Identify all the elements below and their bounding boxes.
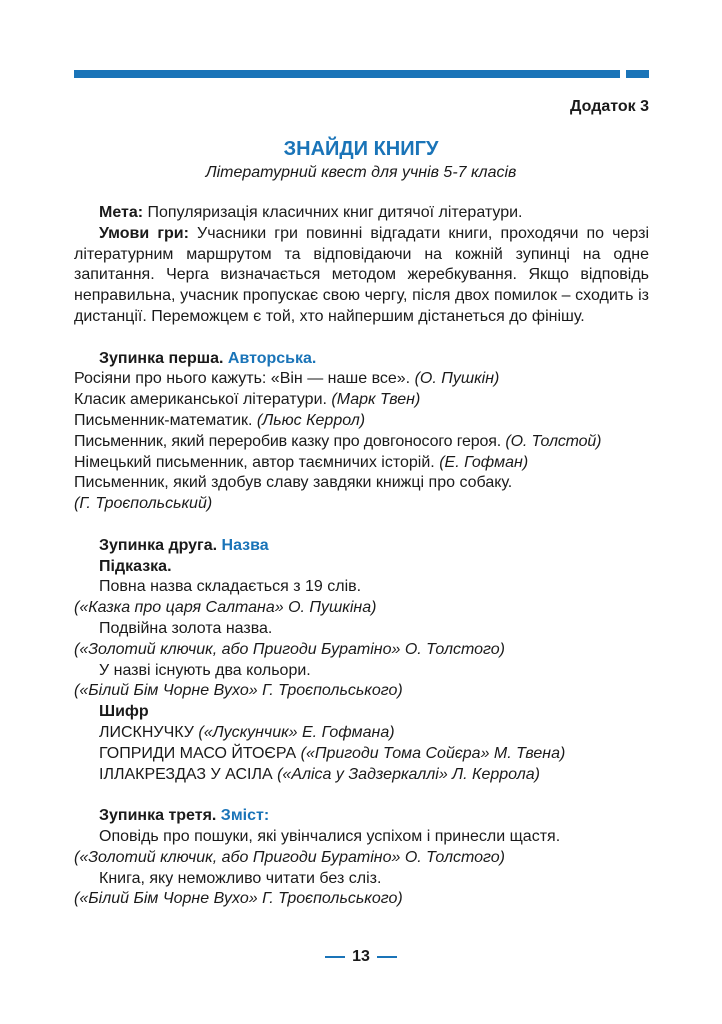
- stop1-heading: [74, 349, 649, 370]
- hint-answer: [74, 640, 649, 661]
- footer-dash-right: [377, 956, 397, 958]
- answer-text: (О. Пушкін): [414, 370, 500, 388]
- answer-line: [74, 889, 649, 910]
- cipher-item: [74, 723, 649, 744]
- appendix-label: Додаток 3: [570, 98, 649, 115]
- answer-text: (Е. Гофман): [439, 453, 529, 471]
- answer-text: («Золотий ключик, або Пригоди Буратіно» О. Толстого): [74, 640, 505, 658]
- hint-label: Підказка.: [99, 557, 172, 575]
- page-subtitle: Літературний квест для учнів 5-7 класів: [205, 164, 517, 181]
- answer-text: (Марк Твен): [331, 391, 421, 409]
- answer-text: [74, 494, 649, 515]
- question-text: Книга, яку неможливо читати без сліз.: [99, 869, 382, 887]
- stop3-name: Зміст:: [216, 807, 270, 825]
- answer-text: («Лускунчик» Е. Гофмана): [198, 723, 395, 741]
- hint-text: Подвійна золота назва.: [99, 619, 273, 637]
- stop2-heading: [74, 536, 649, 557]
- list-item: [74, 411, 649, 432]
- header-rule: [74, 70, 620, 78]
- question-text: Оповідь про пошуки, які увінчалися успіхом і принесли щастя.: [99, 827, 561, 845]
- rules-label: Умови гри:: [99, 224, 189, 242]
- rules-text: Учасники гри повинні відгадати книги, проходячи по черзі літературним маршрутом та відповідаючи на кожній зупинці на одне запитання. Черга визначається методом жеребкування. Якщо відповідь неправильна, учасник пропускає свою чергу, після двох помилок – сходить із дистанції. Переможцем є той, хто найпершим дістанеться до фінішу.: [74, 224, 649, 325]
- list-item: [74, 432, 649, 453]
- page-title: ЗНАЙДИ КНИГУ: [283, 138, 439, 160]
- hint-text: У назві існують два кольори.: [99, 661, 311, 679]
- cipher-code: ІЛЛАКРЕЗДАЗ У АСІЛА: [99, 765, 278, 783]
- answer-line: [74, 848, 649, 869]
- answer-text: (Льюс Керрол): [256, 411, 366, 429]
- cipher-item: [74, 744, 649, 765]
- stop2-label: Зупинка друга.: [99, 536, 218, 554]
- page-number: 13: [352, 948, 370, 965]
- answer-text: («Пригоди Тома Сойєра» М. Твена): [300, 744, 566, 762]
- answer-text: («Золотий ключик, або Пригоди Буратіно» О. Толстого): [74, 848, 505, 866]
- hint-answer: [74, 598, 649, 619]
- question-text: Письменник, який переробив казку про довгоносого героя.: [74, 432, 506, 450]
- page-footer: [0, 948, 722, 966]
- answer-text: («Аліса у Задзеркаллі» Л. Керрола): [277, 765, 540, 783]
- answer-text: («Білий Бім Чорне Вухо» Г. Троєпольського): [74, 890, 403, 908]
- header-rule-tail: [626, 70, 649, 78]
- question-text: Німецький письменник, автор таємничих історій.: [74, 453, 440, 471]
- answer-text: (О. Толстой): [505, 432, 602, 450]
- answer-text: (Г. Троєпольський): [74, 495, 213, 513]
- stop2-name: Назва: [217, 536, 269, 554]
- goal-paragraph: [74, 203, 649, 224]
- answer-text: («Білий Бім Чорне Вухо» Г. Троєпольського): [74, 682, 403, 700]
- cipher-label: Шифр: [99, 703, 149, 721]
- cipher-code: ЛИСКНУЧКУ: [99, 723, 199, 741]
- stop1-label: Зупинка перша.: [99, 349, 224, 367]
- goal-label: Мета:: [99, 204, 144, 221]
- footer-dash-left: [325, 956, 345, 958]
- hint-text: Повна назва складається з 19 слів.: [99, 578, 362, 596]
- list-item: Письменник, який здобув славу завдяки книжці про собаку.: [74, 474, 513, 492]
- answer-text: («Казка про царя Салтана» О. Пушкіна): [74, 599, 377, 617]
- cipher-item: [74, 765, 649, 786]
- question-text: Письменник-математик.: [74, 411, 257, 429]
- stop3-label: Зупинка третя.: [99, 807, 217, 825]
- stop1-name: Авторська.: [223, 349, 317, 367]
- list-item: [74, 390, 649, 411]
- rules-paragraph: [74, 224, 649, 328]
- cipher-code: ГОПРИДИ МАСО ЙТОЄРА: [99, 744, 301, 762]
- hint-heading: [74, 557, 649, 578]
- document-body: [74, 203, 649, 910]
- hint-answer: [74, 681, 649, 702]
- cipher-heading: [74, 702, 649, 723]
- stop3-heading: [74, 806, 649, 827]
- list-item: [74, 369, 649, 390]
- question-text: Класик американської літератури.: [74, 391, 332, 409]
- list-item: [74, 453, 649, 474]
- goal-text: Популяризація класичних книг дитячої літератури.: [143, 204, 523, 221]
- question-text: Росіяни про нього кажуть: «Він — наше все».: [74, 370, 415, 388]
